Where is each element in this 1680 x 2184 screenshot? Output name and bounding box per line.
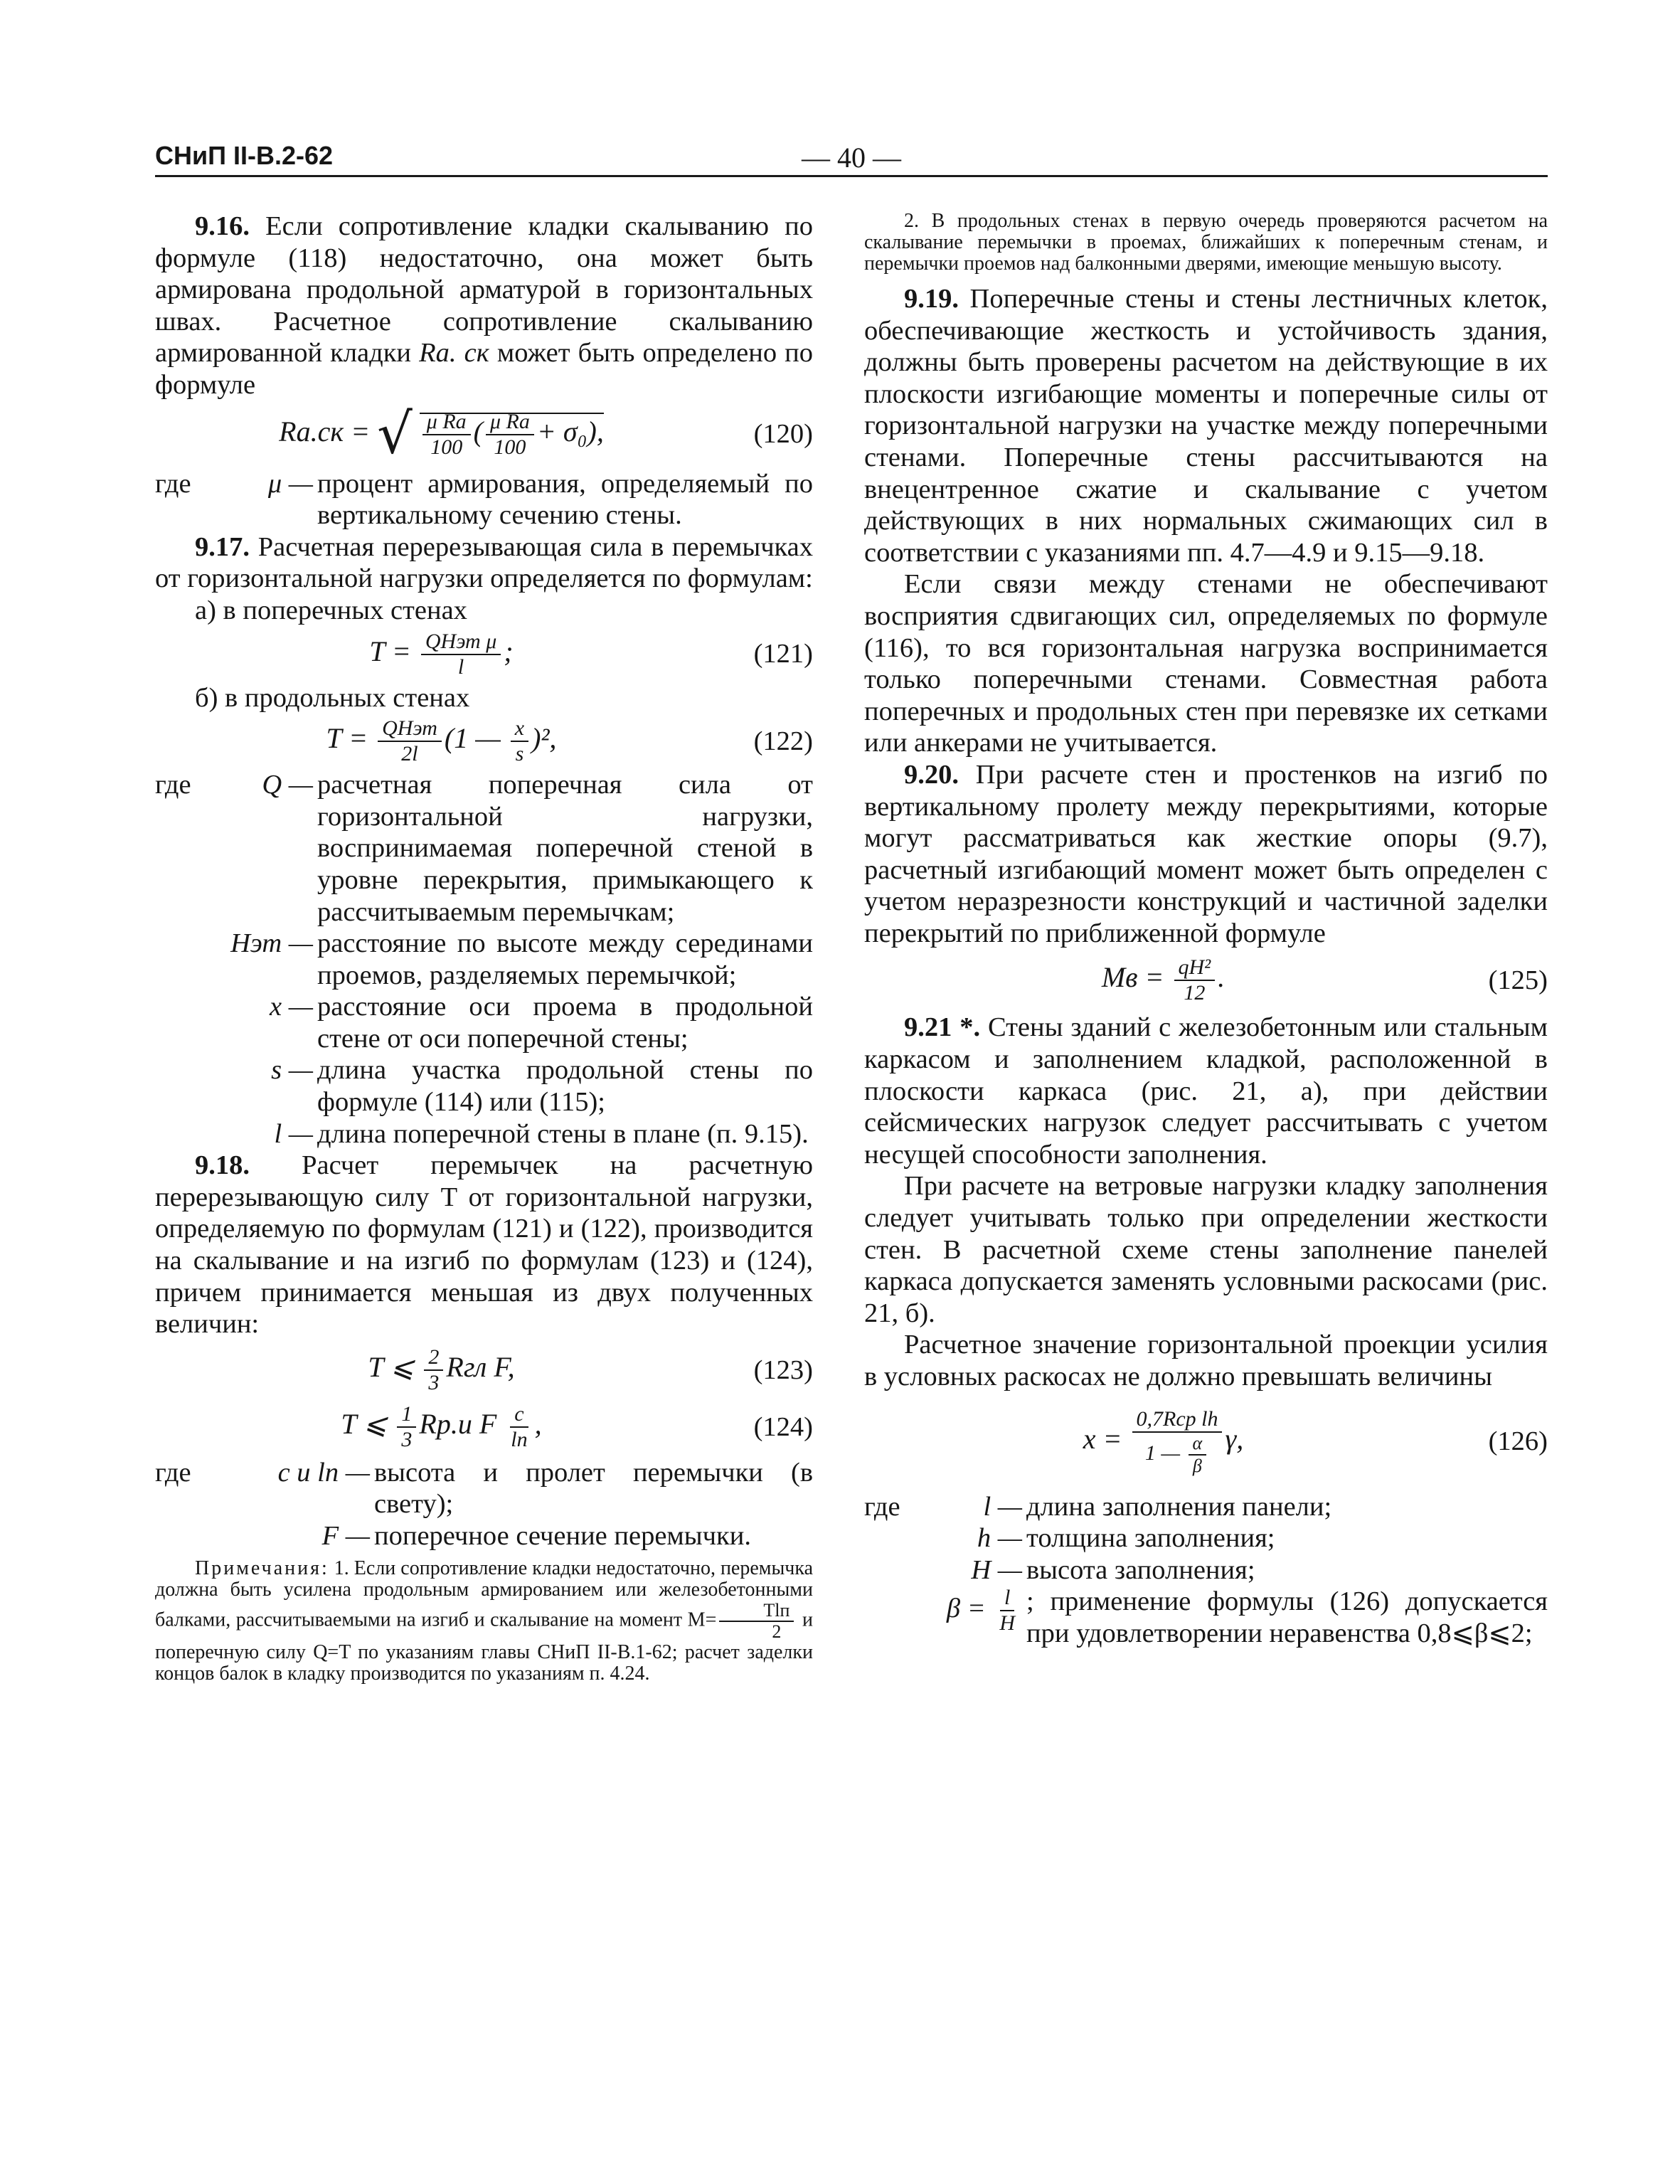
formula-number: (126)	[1488, 1426, 1548, 1457]
definition-symbol: μ —	[267, 468, 313, 499]
formula-term: .	[1218, 961, 1226, 994]
formula-lhs: x =	[1083, 1422, 1122, 1455]
formula-term: γ,	[1225, 1422, 1244, 1455]
fraction: $\frac{\text{Tlп}}{2}$	[719, 1601, 794, 1642]
paragraph-9-16	[155, 211, 813, 401]
fraction: $\frac{\text{QHэт}}{2l}$	[378, 716, 442, 766]
paragraph-9-18	[155, 1150, 813, 1340]
definition-symbol: Q —	[262, 770, 313, 800]
note-1-text: 1. Если сопротивление кладки недостаточно, перемычка должна быть усилена продольным армированием или железобетонными балками, рассчитываемыми на изгиб и скалывание на момент M=	[155, 1557, 813, 1631]
formula-lhs: Mв =	[1101, 961, 1164, 994]
fraction: $\frac{x}{s}$	[511, 716, 528, 766]
formula-number: (123)	[753, 1355, 813, 1385]
definition-symbol: h —	[977, 1523, 1022, 1554]
clause-number: 9.21 *.	[904, 1012, 981, 1043]
where-word	[864, 1522, 932, 1554]
formula-124	[155, 1400, 813, 1454]
paragraph-text: Поперечные стены и стены лестничных клеток, обеспечивающие жесткость и устойчивость здания, должны быть проверены расчетом на действующие в их плоскости изгибающие моменты и поперечные силы от горизонтальной нагрузки на участке между поперечными стенами. Поперечные стены рассчитываются на внецентренное сжатие и скалывание с учетом действующих в них нормальных сжимающих сил в соответствии с указаниями пп. 4.7—4.9 и 9.15—9.18.	[864, 284, 1548, 568]
definition-text: толщина заполнения;	[1026, 1523, 1275, 1554]
paragraph-9-21-b: При расчете на ветровые нагрузки кладку заполнения следует учитывать только при определении жесткости стен. В расчетной схеме стены заполнение панелей каркаса допускается заменять условными раскосами (рис. 21, б).	[864, 1171, 1548, 1328]
header-rule	[155, 175, 1548, 177]
where-word	[155, 1054, 223, 1118]
document-code: СНиП II-В.2-62	[155, 141, 334, 170]
formula-term: Rгл F,	[446, 1351, 515, 1383]
definition-text: длина поперечной стены в плане (п. 9.15).	[317, 1118, 809, 1149]
definitions-122	[155, 769, 813, 1150]
definition-text: ; применение формулы (126) допускается при удовлетворении неравенства 0,8⩽β⩽2;	[1026, 1586, 1548, 1648]
definitions-126	[864, 1491, 1548, 1586]
formula-122: T = $\frac{\text{QHэт}}{2l}$ (1 — $\frac{x}{s}$ )², (122)	[326, 716, 813, 766]
where-word	[155, 1118, 223, 1150]
definition-text: высота заполнения;	[1026, 1554, 1255, 1585]
paragraph-text: При расчете стен и простенков на изгиб по вертикальному пролету между перекрытиями, которые могут рассматриваться как жесткие опоры (9.7), расчетный изгибающий момент может быть определен с учетом неразрезности конструкций и частичной заделки перекрытий по приближенной формуле	[864, 759, 1548, 948]
where-word: где	[155, 770, 191, 800]
formula-lhs: Rа.ск =	[279, 415, 371, 447]
definition-symbol: c и lп —	[277, 1457, 370, 1488]
where-word	[155, 991, 223, 1054]
paragraph-text: Расчет перемычек на расчетную перерезывающую силу T от горизонтальной нагрузки, определяемую по формулам (121) и (122), производится на скалывание и на изгиб по формулам (123) и (124), причем принимается меньшая из двух полученных величин:	[155, 1150, 813, 1340]
fraction: $\frac{\text{μ Rа}}{100}$	[486, 410, 534, 460]
definitions-120	[155, 468, 813, 531]
paragraph-9-21	[864, 1012, 1548, 1170]
paragraph-9-20	[864, 759, 1548, 950]
where-word	[864, 1554, 932, 1586]
formula-123	[155, 1343, 813, 1397]
formula-term: ,	[534, 1408, 542, 1440]
paragraph-item-b: б) в продольных стенах	[195, 682, 470, 713]
page-number: — 40 —	[802, 142, 901, 174]
where-word: где	[155, 1457, 191, 1488]
fraction: $\frac{1}{3}$	[397, 1402, 416, 1452]
definition-text: длина участка продольной стены по формуле (114) или (115);	[317, 1055, 813, 1118]
paragraph-9-19	[864, 283, 1548, 568]
page-header	[155, 141, 1548, 178]
where-word	[155, 1520, 223, 1552]
fraction: 0,7Rср lh 1 — $\frac{\alpha}{\beta}$	[1132, 1407, 1223, 1477]
definition-text: высота и пролет перемычки (в свету);	[374, 1457, 813, 1520]
formula-126	[864, 1396, 1548, 1488]
fraction: $\frac{\text{μ Rа}}{100}$	[422, 410, 471, 460]
note-2: 2. В продольных стенах в первую очередь проверяются расчетом на скалывание перемычки в проемах, ближайших к поперечным стенам, и перемычки проемов над балконными дверями, имеющие меньшую высоту.	[864, 210, 1548, 275]
formula-lhs: T ⩽	[368, 1351, 415, 1383]
paragraph-text: Если сопротивление кладки скалыванию по формуле (118) недостаточно, она может быть армирована продольной арматурой в горизонтальных швах. Расчетное сопротивление скалыванию армированной кладки	[155, 211, 813, 369]
formula-121	[155, 630, 813, 679]
definition-beta	[864, 1586, 1548, 1649]
definition-text: расстояние оси проема в продольной стене от оси поперечной стены;	[317, 992, 813, 1054]
notes	[155, 1558, 813, 1685]
symbol: Ra. ск	[419, 338, 489, 369]
definitions-124	[155, 1457, 813, 1552]
fraction: $\frac{\text{qH²}}{12}$	[1174, 955, 1216, 1005]
right-column	[864, 211, 1548, 1650]
formula-lhs: T =	[369, 635, 411, 667]
formula-125	[864, 952, 1548, 1009]
definition-text: процент армирования, определяемый по вертикальному сечению стены.	[317, 468, 813, 531]
paragraph-text: Расчетная перерезывающая сила в перемычках от горизонтальной нагрузки определяется по формулам:	[155, 531, 814, 594]
paragraph-item-a: а) в поперечных стенах	[195, 595, 467, 625]
definition-text: поперечное сечение перемычки.	[374, 1521, 751, 1551]
formula-term: Rр.и F	[419, 1408, 497, 1440]
definition-symbol: l —	[274, 1118, 313, 1149]
definition-symbol: s —	[271, 1055, 313, 1086]
where-word: где	[864, 1491, 900, 1522]
definition-symbol: Hэт —	[230, 928, 313, 959]
paragraph-9-21-c: Расчетное значение горизонтальной проекции усилия в условных раскосах не должно превышать величины	[864, 1330, 1548, 1391]
formula-lhs: T =	[326, 722, 368, 755]
definition-text: расчетная поперечная сила от горизонтальной нагрузки, воспринимаемая поперечной стеной в уровне перекрытия, примыкающего к рассчитываемым перемычкам;	[317, 770, 813, 927]
clause-number: 9.16.	[195, 211, 250, 241]
definition-symbol: H —	[971, 1554, 1022, 1585]
fraction: $\frac{\text{QHэт μ}}{l}$	[421, 630, 501, 679]
formula-number: (125)	[1488, 965, 1548, 996]
formula-term: + σ₀	[536, 415, 588, 447]
definition-symbol: l —	[983, 1491, 1022, 1522]
left-column	[155, 211, 813, 1685]
definition-symbol: F —	[321, 1521, 370, 1551]
clause-number: 9.19.	[904, 284, 959, 314]
definition-symbol: x —	[270, 992, 313, 1022]
clause-number: 9.17.	[195, 531, 250, 562]
notes-label: Примечания:	[195, 1557, 329, 1579]
sqrt-sign: √	[377, 402, 413, 467]
definition-text: расстояние по высоте между серединами проемов, разделяемых перемычкой;	[317, 928, 813, 990]
formula-number: (121)	[753, 639, 813, 669]
fraction: $\frac{c}{lп}$	[511, 1401, 528, 1451]
fraction: $\frac{l}{H}$	[999, 1586, 1015, 1636]
where-word	[155, 928, 223, 991]
definition-text: длина заполнения панели;	[1026, 1491, 1332, 1522]
formula-number: (124)	[753, 1411, 813, 1442]
fraction: $\frac{2}{3}$	[424, 1345, 443, 1395]
formula-120: Rа.ск = √ $\frac{\text{μ Rа}}{100}$ ( $\frac{\text{μ Rа}}{100}$ + σ₀), (120)	[279, 402, 813, 467]
where-word: где	[155, 468, 191, 499]
formula-number: (122)	[753, 726, 813, 756]
definition-symbol: β =	[946, 1594, 986, 1624]
clause-number: 9.18.	[195, 1150, 250, 1181]
paragraph-9-17	[155, 531, 813, 595]
formula-term: ²,	[541, 722, 557, 755]
formula-term: ;	[504, 635, 514, 667]
note-1-tail: и поперечную силу Q=T по указаниям главы СНиП II-В.1-62; расчет заделки концов балок в кладку производится по указаниям п. 4.24.	[155, 1608, 813, 1685]
paragraph-9-19-b: Если связи между стенами не обеспечивают восприятия сдвигающих сил, определяемых по формуле (116), то вся горизонтальная нагрузка воспринимается только поперечными стенами. Совместная работа поперечных и продольных стен при перевязке их сетками или анкерами не учитывается.	[864, 569, 1548, 758]
formula-lhs: T ⩽	[341, 1408, 388, 1440]
paragraph-text: может быть определено по формуле	[155, 338, 814, 400]
clause-number: 9.20.	[904, 759, 959, 790]
paragraph-text: Стены зданий с железобетонным или стальным каркасом и заполнением кладкой, расположенной в плоскости каркаса (рис. 21, а), при действии сейсмических нагрузок следует рассчитывать с учетом несущей способности заполнения.	[864, 1012, 1548, 1170]
formula-number: (120)	[753, 419, 813, 450]
